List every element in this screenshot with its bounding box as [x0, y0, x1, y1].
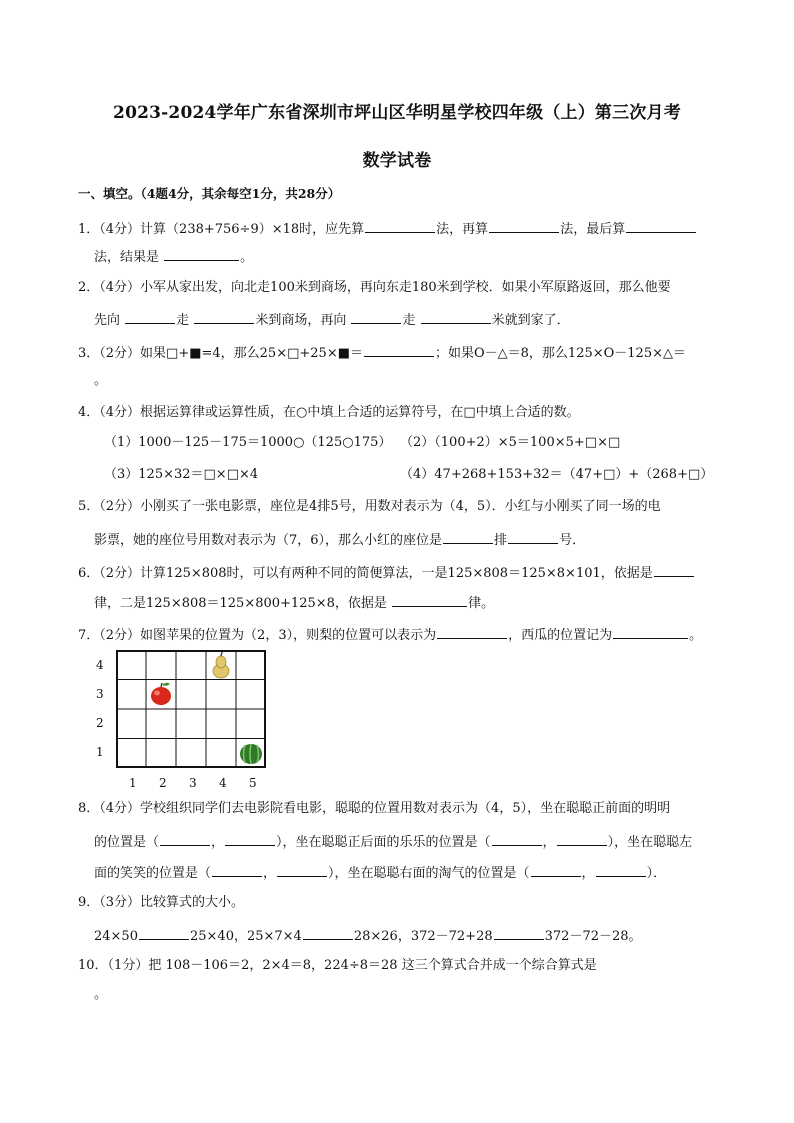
q6-blank-1[interactable] [654, 562, 694, 577]
pear-icon [213, 652, 229, 678]
q1-blank-4[interactable] [164, 246, 239, 261]
q1-text-a: 1．（4分）计算（238+756÷9）×18时，应先算 [78, 222, 365, 237]
q9-expr-3: 28×26，372－72+28 [353, 929, 493, 944]
question-5-line2 [94, 529, 585, 550]
question-10-line2: 。 [94, 987, 108, 1002]
q9-blank-1[interactable] [139, 925, 189, 940]
question-9-stem: 9．（3分）比较算式的大小。 [78, 895, 245, 910]
q7-text-c: 。 [689, 628, 703, 643]
q3-text-a: 3．（2分）如果□+■=4，那么25×□+25×■＝ [78, 346, 363, 361]
q3-text-b: ；如果Ο－△＝8，那么125×Ο－125×△＝ [435, 346, 686, 361]
section-heading-fill-blank: 一、填空。（4题4分，其余每空1分，共28分） [78, 186, 341, 201]
question-7-stem [78, 624, 702, 645]
question-6-line2 [94, 592, 494, 613]
q8-blank-2[interactable] [225, 831, 275, 846]
q6-text-c: 律。 [468, 596, 495, 611]
x-label-5: 5 [249, 776, 257, 790]
q2-text-b: 先向 [94, 313, 121, 328]
q5-text-d: 号． [559, 533, 586, 548]
q1-text-b: 法，再算 [436, 222, 489, 237]
q8-blank-7[interactable] [531, 862, 581, 877]
question-4-stem: 4．（4分）根据运算律或运算性质，在○中填上合适的运算符号，在□中填上合适的数。 [78, 405, 580, 420]
y-label-4: 4 [96, 658, 104, 672]
q9-expr-1: 24×50 [94, 929, 138, 944]
q3-blank-1[interactable] [364, 342, 434, 357]
q2-blank-3[interactable] [351, 309, 401, 324]
q1-text-e: 。 [240, 250, 254, 265]
question-10-line1: 10．（1分）把 108－106＝2，2×4＝8，224÷8＝28 这三个算式合并成一个综合算式是 [78, 958, 597, 973]
q8-text-b4: ， [542, 835, 556, 850]
q2-text-f: 米就到家了． [491, 313, 570, 328]
q5-blank-2[interactable] [508, 529, 558, 544]
q2-blank-2[interactable] [194, 309, 254, 324]
question-4-part3: （3）125×32＝□×□×4 [104, 467, 259, 482]
question-8-line1: 8．（4分）学校组织同学们去电影院看电影，聪聪的位置用数对表示为（4，5），坐在聪聪正前面的明明 [78, 801, 671, 816]
question-6-line1 [78, 562, 695, 583]
q7-text-b: ，西瓜的位置记为 [508, 628, 613, 643]
q8-blank-4[interactable] [557, 831, 607, 846]
x-label-3: 3 [189, 776, 197, 790]
q8-text-b2: ， [211, 835, 225, 850]
y-label-3: 3 [96, 687, 104, 701]
question-1-line2 [94, 246, 253, 267]
question-3-line2 [94, 372, 107, 390]
question-8-line3 [94, 862, 666, 883]
question-4-part1: （1）1000－125－175＝1000○（125○175） [104, 435, 392, 450]
q8-blank-3[interactable] [492, 831, 542, 846]
q1-blank-1[interactable] [365, 218, 435, 233]
q8-text-b3: ），坐在聪聪正后面的乐乐的位置是（ [276, 835, 491, 850]
question-1-line1 [78, 218, 697, 239]
question-2-line1: 2．（4分）小军从家出发，向北走100米到商场，再向东走180米到学校．如果小军原路返回，那么他要 [78, 280, 671, 295]
question-5-line1: 5．（2分）小刚买了一张电影票，座位是4排5号，用数对表示为（4，5）．小红与小刚买了同一场的电 [78, 499, 661, 514]
q5-blank-1[interactable] [443, 529, 493, 544]
question-8-line2 [94, 831, 692, 852]
q8-text-c4: ， [581, 866, 595, 881]
q9-blank-2[interactable] [303, 925, 353, 940]
q8-text-c1: 面的笑笑的位置是（ [94, 866, 212, 881]
grid-lines [116, 650, 266, 768]
q5-text-b: 影票，她的座位号用数对表示为（7，6），那么小红的座位是 [94, 533, 443, 548]
watermelon-icon [240, 744, 262, 764]
q5-text-c: 排 [494, 533, 508, 548]
y-label-2: 2 [96, 716, 104, 730]
q7-blank-2[interactable] [613, 624, 688, 639]
question-2-line2 [94, 309, 570, 330]
q9-expr-4: 372－72－28。 [544, 929, 642, 944]
paper-title-line2: 数学试卷 [362, 151, 432, 171]
q8-text-b5: ），坐在聪聪左 [607, 835, 693, 850]
q6-text-b: 律，二是125×808＝125×800+125×8，依据是 [94, 596, 387, 611]
q2-blank-1[interactable] [125, 309, 175, 324]
question-9-comparisons [94, 925, 642, 946]
q6-text-a: 6．（2分）计算125×808时，可以有两种不同的简便算法，一是125×808＝125×8×101，依据是 [78, 566, 653, 581]
y-label-1: 1 [96, 745, 104, 759]
q1-text-c: 法，最后算 [560, 222, 626, 237]
question-4-part4: （4）47+268+153+32＝（47+□）+（268+□） [400, 467, 714, 482]
q8-text-c2: ， [263, 866, 277, 881]
q8-text-b1: 的位置是（ [94, 835, 160, 850]
q8-text-c5: ）． [646, 866, 667, 881]
q7-blank-1[interactable] [437, 624, 507, 639]
q8-blank-5[interactable] [212, 862, 262, 877]
apple-icon [151, 683, 171, 705]
q1-blank-2[interactable] [489, 218, 559, 233]
q3-text-c: 。 [94, 373, 108, 388]
q8-blank-1[interactable] [160, 831, 210, 846]
q7-text-a: 7．（2分）如图苹果的位置为（2，3），则梨的位置可以表示为 [78, 628, 437, 643]
q1-text-d: 法，结果是 [94, 250, 160, 265]
x-label-1: 1 [129, 776, 137, 790]
question-3-line1 [78, 342, 686, 363]
q2-text-e: 走 [402, 313, 416, 328]
x-label-4: 4 [219, 776, 227, 790]
q6-blank-2[interactable] [392, 592, 467, 607]
q9-blank-3[interactable] [494, 925, 544, 940]
position-grid-figure [92, 650, 282, 792]
q2-text-d: 米到商场，再向 [255, 313, 347, 328]
q1-blank-3[interactable] [626, 218, 696, 233]
q2-blank-4[interactable] [421, 309, 491, 324]
q8-blank-8[interactable] [596, 862, 646, 877]
question-4-part2: （2）（100+2）×5＝100×5+□×□ [400, 435, 621, 450]
q8-blank-6[interactable] [277, 862, 327, 877]
q9-expr-2: 25×40，25×7×4 [189, 929, 302, 944]
q2-text-c: 走 [176, 313, 190, 328]
q8-text-c3: ），坐在聪聪右面的淘气的位置是（ [328, 866, 530, 881]
paper-title-line1: 2023-2024学年广东省深圳市坪山区华明星学校四年级（上）第三次月考 [113, 103, 681, 123]
x-label-2: 2 [159, 776, 167, 790]
